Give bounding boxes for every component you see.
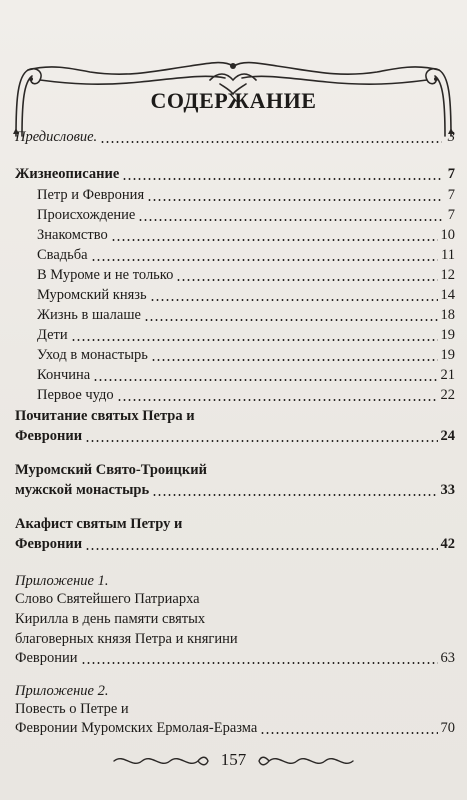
toc-entry: Дети 19 [37,327,455,343]
toc-entry: Уход в монастырь 19 [37,347,455,363]
toc-entry-appendix-1: Февронии 63 [15,650,455,666]
toc-entry: Знакомство 10 [37,227,455,243]
toc-entry-veneration-line1: Почитание святых Петра и [15,408,195,424]
appendix-2-line1: Повесть о Петре и [15,701,129,717]
toc-entry-akathist-line1: Акафист святым Петру и [15,516,183,532]
toc-entry: Кончина 21 [37,367,455,383]
toc-entry: Жизнь в шалаше 18 [37,307,455,323]
toc-entry-akathist: Февронии 42 [15,536,455,552]
toc-entry-monastery-line1: Муромский Свято-Троицкий [15,462,207,478]
appendix-1-line2: Кирилла в день памяти святых [15,611,206,627]
toc-entry: Происхождение 7 [37,207,455,223]
toc-entry-monastery: мужской монастырь 33 [15,482,455,498]
page-number: 157 [220,750,247,769]
toc-entry-preface: Предисловие. 3 [15,129,455,145]
page-title: СОДЕРЖАНИЕ [150,88,317,113]
appendix-1-line1: Слово Святейшего Патриарха [15,591,200,607]
toc-entry: Петр и Феврония 7 [37,187,455,203]
appendix-2-heading: Приложение 2. [15,683,109,699]
toc-entry: Свадьба 11 [37,247,455,263]
toc-entry-veneration: Февронии 24 [15,428,455,444]
toc-entry-appendix-2: Февронии Муромских Ермолая-Еразма 70 [15,720,455,736]
toc-entry-biography: Жизнеописание 7 [15,166,455,182]
toc-entry: Муромский князь 14 [37,287,455,303]
appendix-1-line3: благоверных князя Петра и княгини [15,631,238,647]
appendix-1-heading: Приложение 1. [15,573,109,589]
toc-entry: Первое чудо 22 [37,387,455,403]
toc-entry: В Муроме и не только 12 [37,267,455,283]
